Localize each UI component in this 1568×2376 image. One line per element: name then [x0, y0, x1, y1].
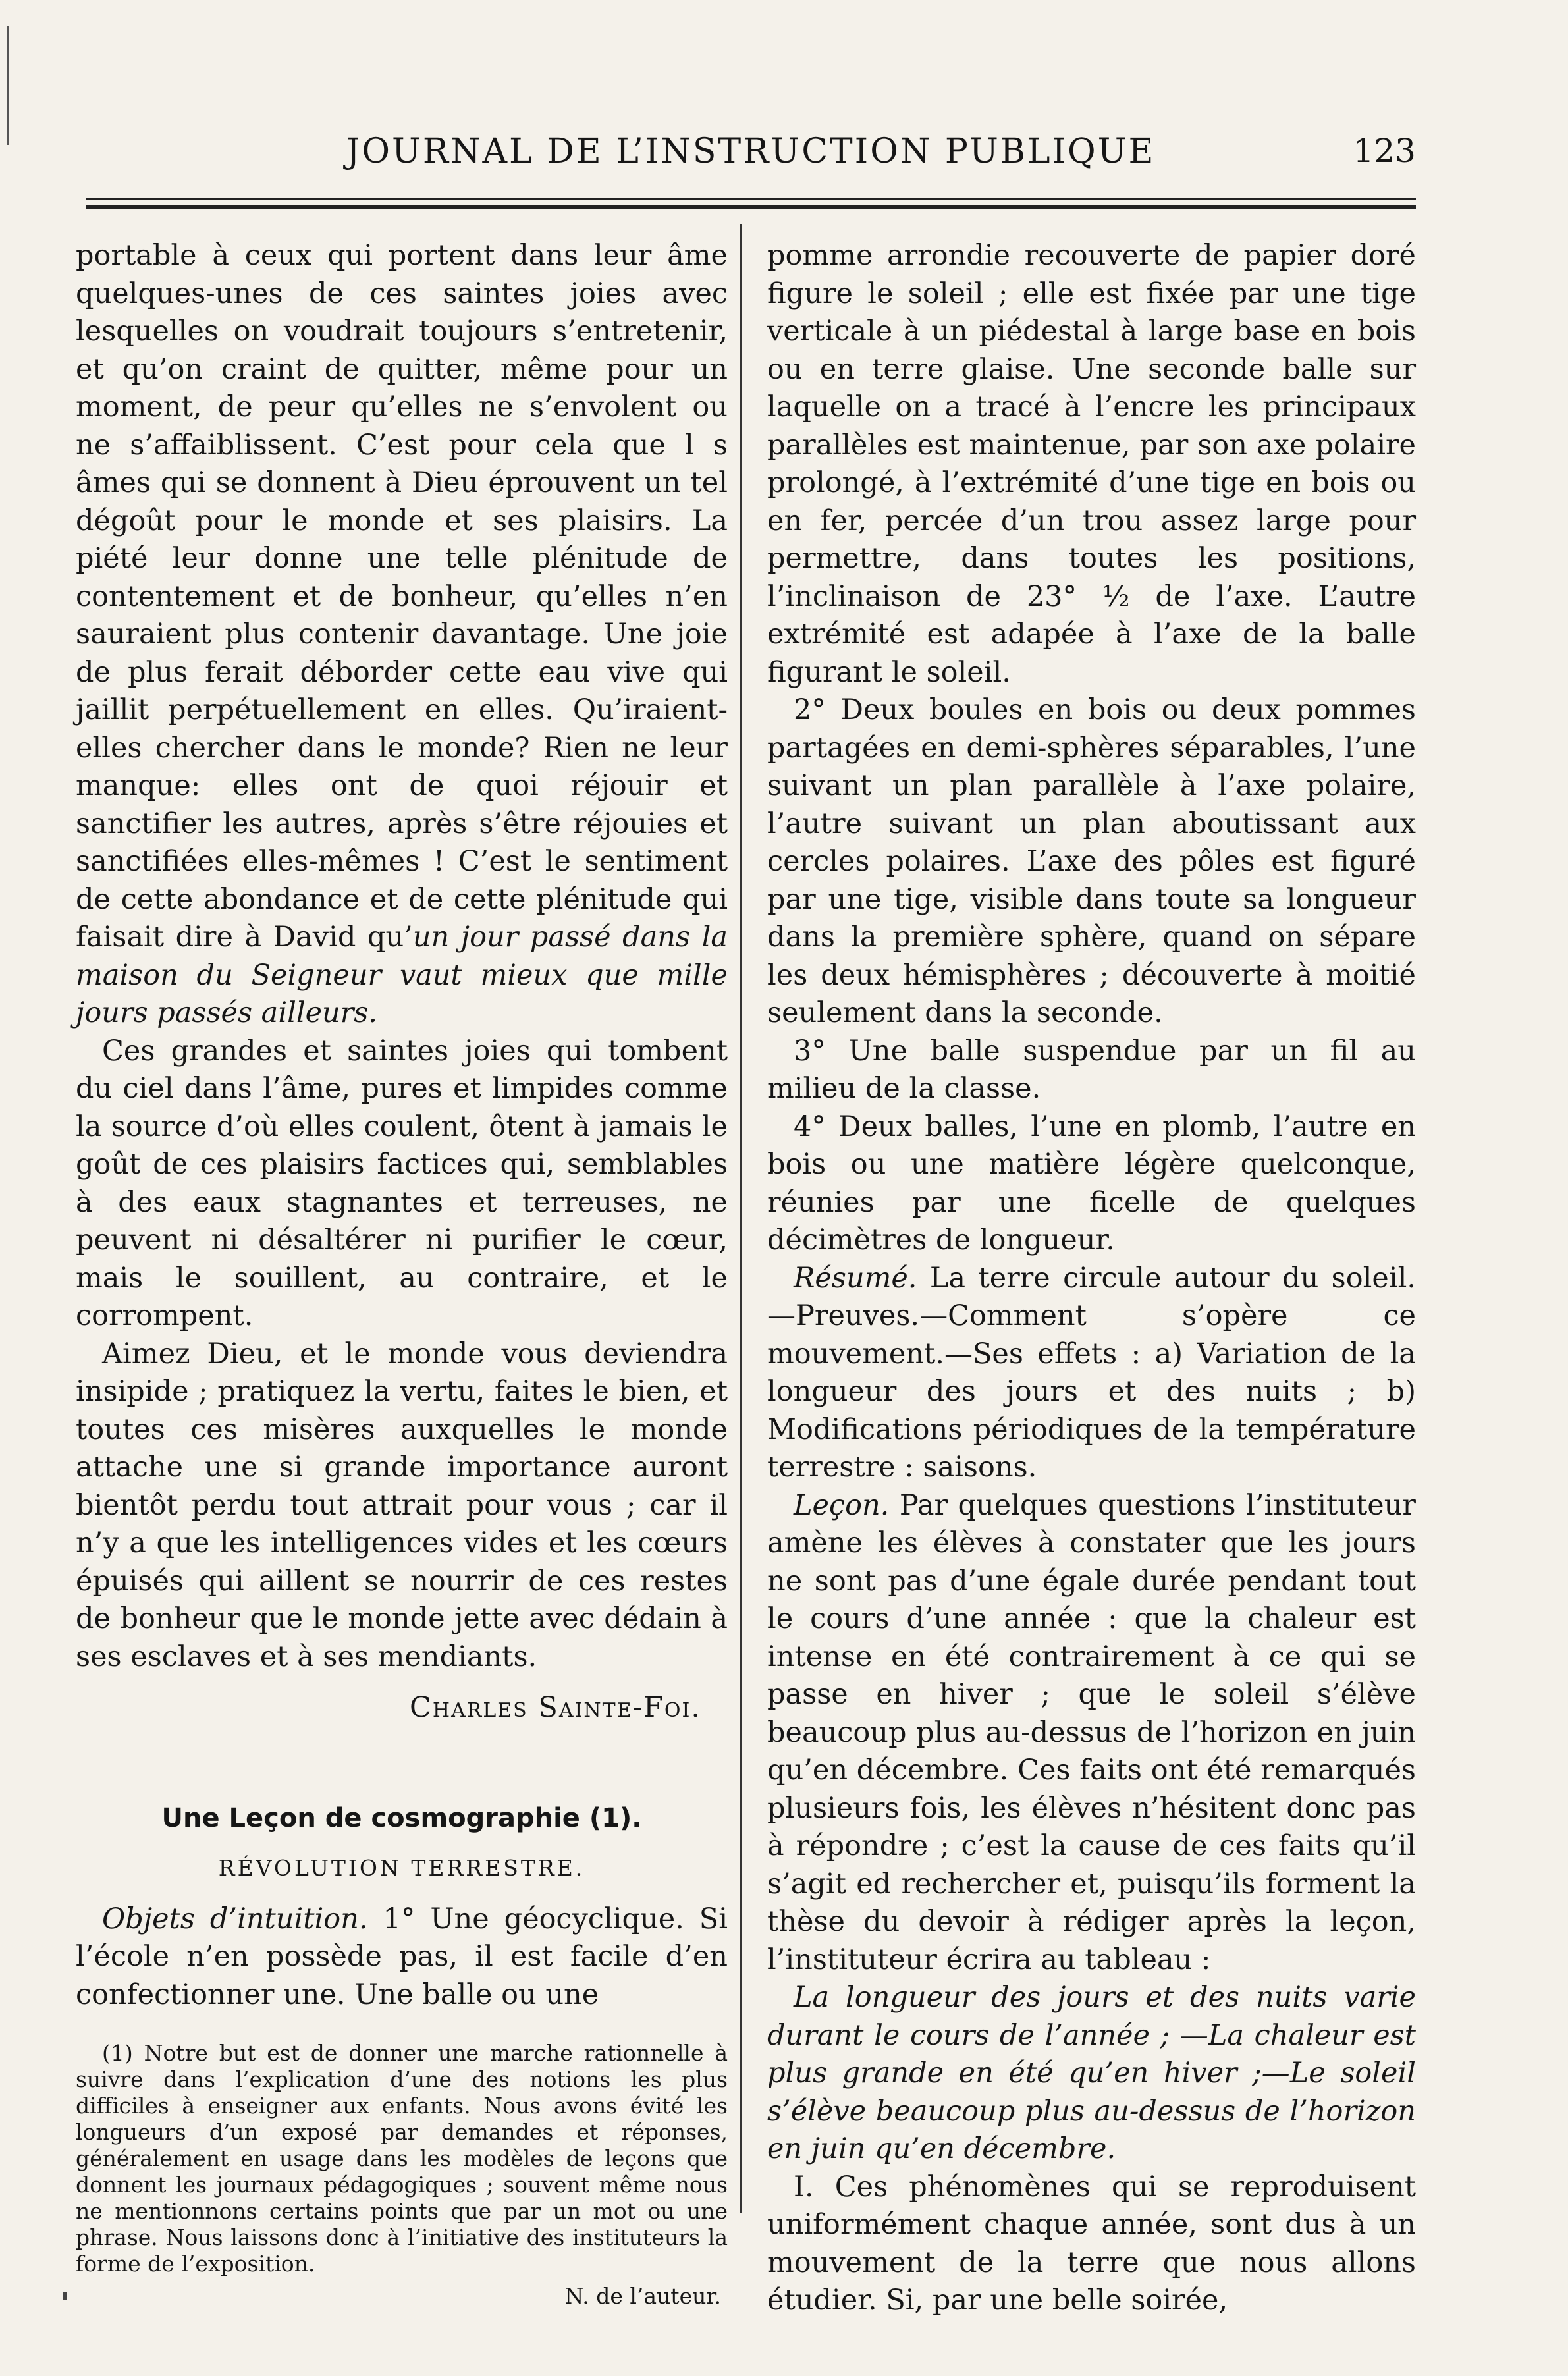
header-rule-thick	[86, 205, 1416, 209]
left-paragraph	[76, 237, 728, 1033]
right-paragraph: 2° Deux boules en bois ou deux pommes partagées en demi-sphères séparables, l’une suivant un plan parallèle à l’axe polaire, l’autre suivant un plan aboutissant aux cercles polaires. L’axe des pôles est figuré par une tige, visible dans toute sa longueur dans la première sphère, quand on sépare les deux hémisphères ; découverte à moitié seulement dans la seconde.	[767, 693, 1416, 1029]
objets-label: Objets d’intuition.	[102, 1902, 368, 1935]
objets-paragraph	[76, 1901, 728, 2014]
resume-label: Résumé.	[794, 1261, 917, 1295]
lecon-label: Leçon.	[794, 1488, 890, 1522]
scan-speck	[63, 2292, 67, 2300]
footnote-signature: N. de l’auteur.	[564, 2283, 721, 2309]
footnote: (1) Notre but est de donner une marche rationnelle à suivre dans l’explication d’une des notions les plus difficiles à enseigner aux enfants. Nous avons évité les longueurs d’un exposé par demandes et réponses, généralement en usage dans les modèles de leçons que donnent les journaux pédagogiques ; souvent même nous ne mentionnons certains points que par un mot ou une phrase. Nous laissons donc à l’initiative des instituteurs la forme de l’exposition.	[76, 2040, 728, 2277]
header-rule-thin	[86, 198, 1416, 200]
running-header	[86, 125, 1416, 184]
lecon-text: Par quelques questions l’instituteur amène les élèves à constater que les jours ne sont pas d’une égale durée pendant tout le cours d’une année : que la chaleur est intense en été contrairement à ce qui se passe en hiver ; que le soleil s’élève beaucoup plus au-dessus de l’horizon en juin qu’en décembre. Ces faits ont été remarqués plusieurs fois, les élèves n’hésitent donc pas à répondre ; c’est la cause de ces faits qu’il s’agit ed rechercher et, puisqu’ils forment la thèse du devoir à rédiger après la leçon, l’instituteur écrira au tableau :	[767, 1488, 1416, 1976]
lecon-paragraph	[767, 1487, 1416, 1980]
right-paragraph: 4° Deux balles, l’une en plomb, l’autre en bois ou une matière légère quelconque, réunies par une ficelle de quelques décimètres de longueur.	[767, 1110, 1416, 1256]
right-paragraph: 3° Une balle suspendue par un fil au milieu de la classe.	[767, 1034, 1416, 1105]
left-paragraph: Aimez Dieu, et le monde vous deviendra insipide ; pratiquez la vertu, faites le bien, et toutes ces misères auxquelles le monde attache une si grande importance auront bientôt perdu tout attrait pour vous ; car il n’y a que les intelligences vides et les cœurs épuisés qui aillent se nourrir de ces restes de bonheur que le monde jette avec dédain à ses esclaves et à ses mendiants.	[76, 1337, 728, 1673]
column-separator	[740, 224, 742, 2213]
objets-text: 1° Une géocyclique. Si l’école n’en possède pas, il est facile d’en confectionner une. Une balle ou une	[76, 1902, 728, 2011]
resume-text: La terre circule autour du soleil.—Preuves.—Comment s’opère ce mouvement.—Ses effets : a) Variation de la longueur des jours et des nuits ; b) Modifications périodiques de la température terrestre : saisons.	[767, 1261, 1416, 1484]
author-signature: Charles Sainte-Foi.	[410, 1691, 701, 1724]
right-column	[767, 237, 1416, 2320]
left-paragraph-text: portable à ceux qui portent dans leur âme quelques-unes de ces saintes joies avec lesquelles on voudrait toujours s’entretenir, et qu’on craint de quitter, même pour un moment, de peur qu’elles ne s’envolent ou ne s’affaiblissent. C’est pour cela que l s âmes qui se donnent à Dieu éprouvent un tel dégoût pour le monde et ses plaisirs. La piété leur donne une telle plénitude de contentement et de bonheur, qu’elles n’en sauraient plus contenir davantage. Une joie de plus ferait déborder cette eau vive qui jaillit perpétuellement en elles. Qu’iraient-elles chercher dans le monde? Rien ne leur manque: elles ont de quoi réjouir et sanctifier les autres, après s’être réjouies et sanctifiées elles-mêmes ! C’est le sentiment de cette abondance et de cette plénitude qui faisait dire à David qu’	[76, 239, 728, 954]
left-column	[76, 237, 728, 2315]
journal-title: JOURNAL DE L’INSTRUCTION PUBLIQUE	[346, 132, 1156, 171]
section-subtitle: RÉVOLUTION TERRESTRE.	[218, 1855, 585, 1881]
right-paragraph: pomme arrondie recouverte de papier doré figure le soleil ; elle est fixée par une tige verticale à un piédestal à large base en bois ou en terre glaise. Une seconde balle sur laquelle on a tracé à l’encre les principaux parallèles est maintenue, par son axe polaire prolongé, à l’extrémité d’une tige en bois ou en fer, percée d’un trou assez large pour permettre, dans toutes les positions, l’inclinaison de 23° ½ de l’axe. L’autre extrémité est adapée à l’axe de la balle figurant le soleil.	[767, 239, 1416, 689]
theses-paragraph: La longueur des jours et des nuits varie durant le cours de l’année ; —La chaleur est plus grande en été qu’en hiver ;—Le soleil s’élève beaucoup plus au-dessus de l’horizon en juin qu’en décembre.	[767, 1981, 1416, 2165]
resume-paragraph	[767, 1260, 1416, 1487]
left-paragraph: Ces grandes et saintes joies qui tombent du ciel dans l’âme, pures et limpides comme la source d’où elles coulent, ôtent à jamais le goût de ces plaisirs factices qui, semblables à des eaux stagnantes et terreuses, ne peuvent ni désaltérer ni purifier le cœur, mais le souillent, au contraire, et le corrompent.	[76, 1034, 728, 1332]
scan-edge-mark	[7, 26, 9, 145]
section-title: Une Leçon de cosmographie (1).	[161, 1802, 642, 1833]
right-paragraph: I. Ces phénomènes qui se reproduisent uniformément chaque année, sont dus à un mouvement de la terre que nous allons étudier. Si, par une belle soirée,	[767, 2170, 1416, 2317]
page-number: 123	[1353, 132, 1416, 170]
psalm-quote: un jour passé dans la maison du Seigneur vaut mieux que mille jours passés ailleurs.	[76, 921, 728, 1029]
